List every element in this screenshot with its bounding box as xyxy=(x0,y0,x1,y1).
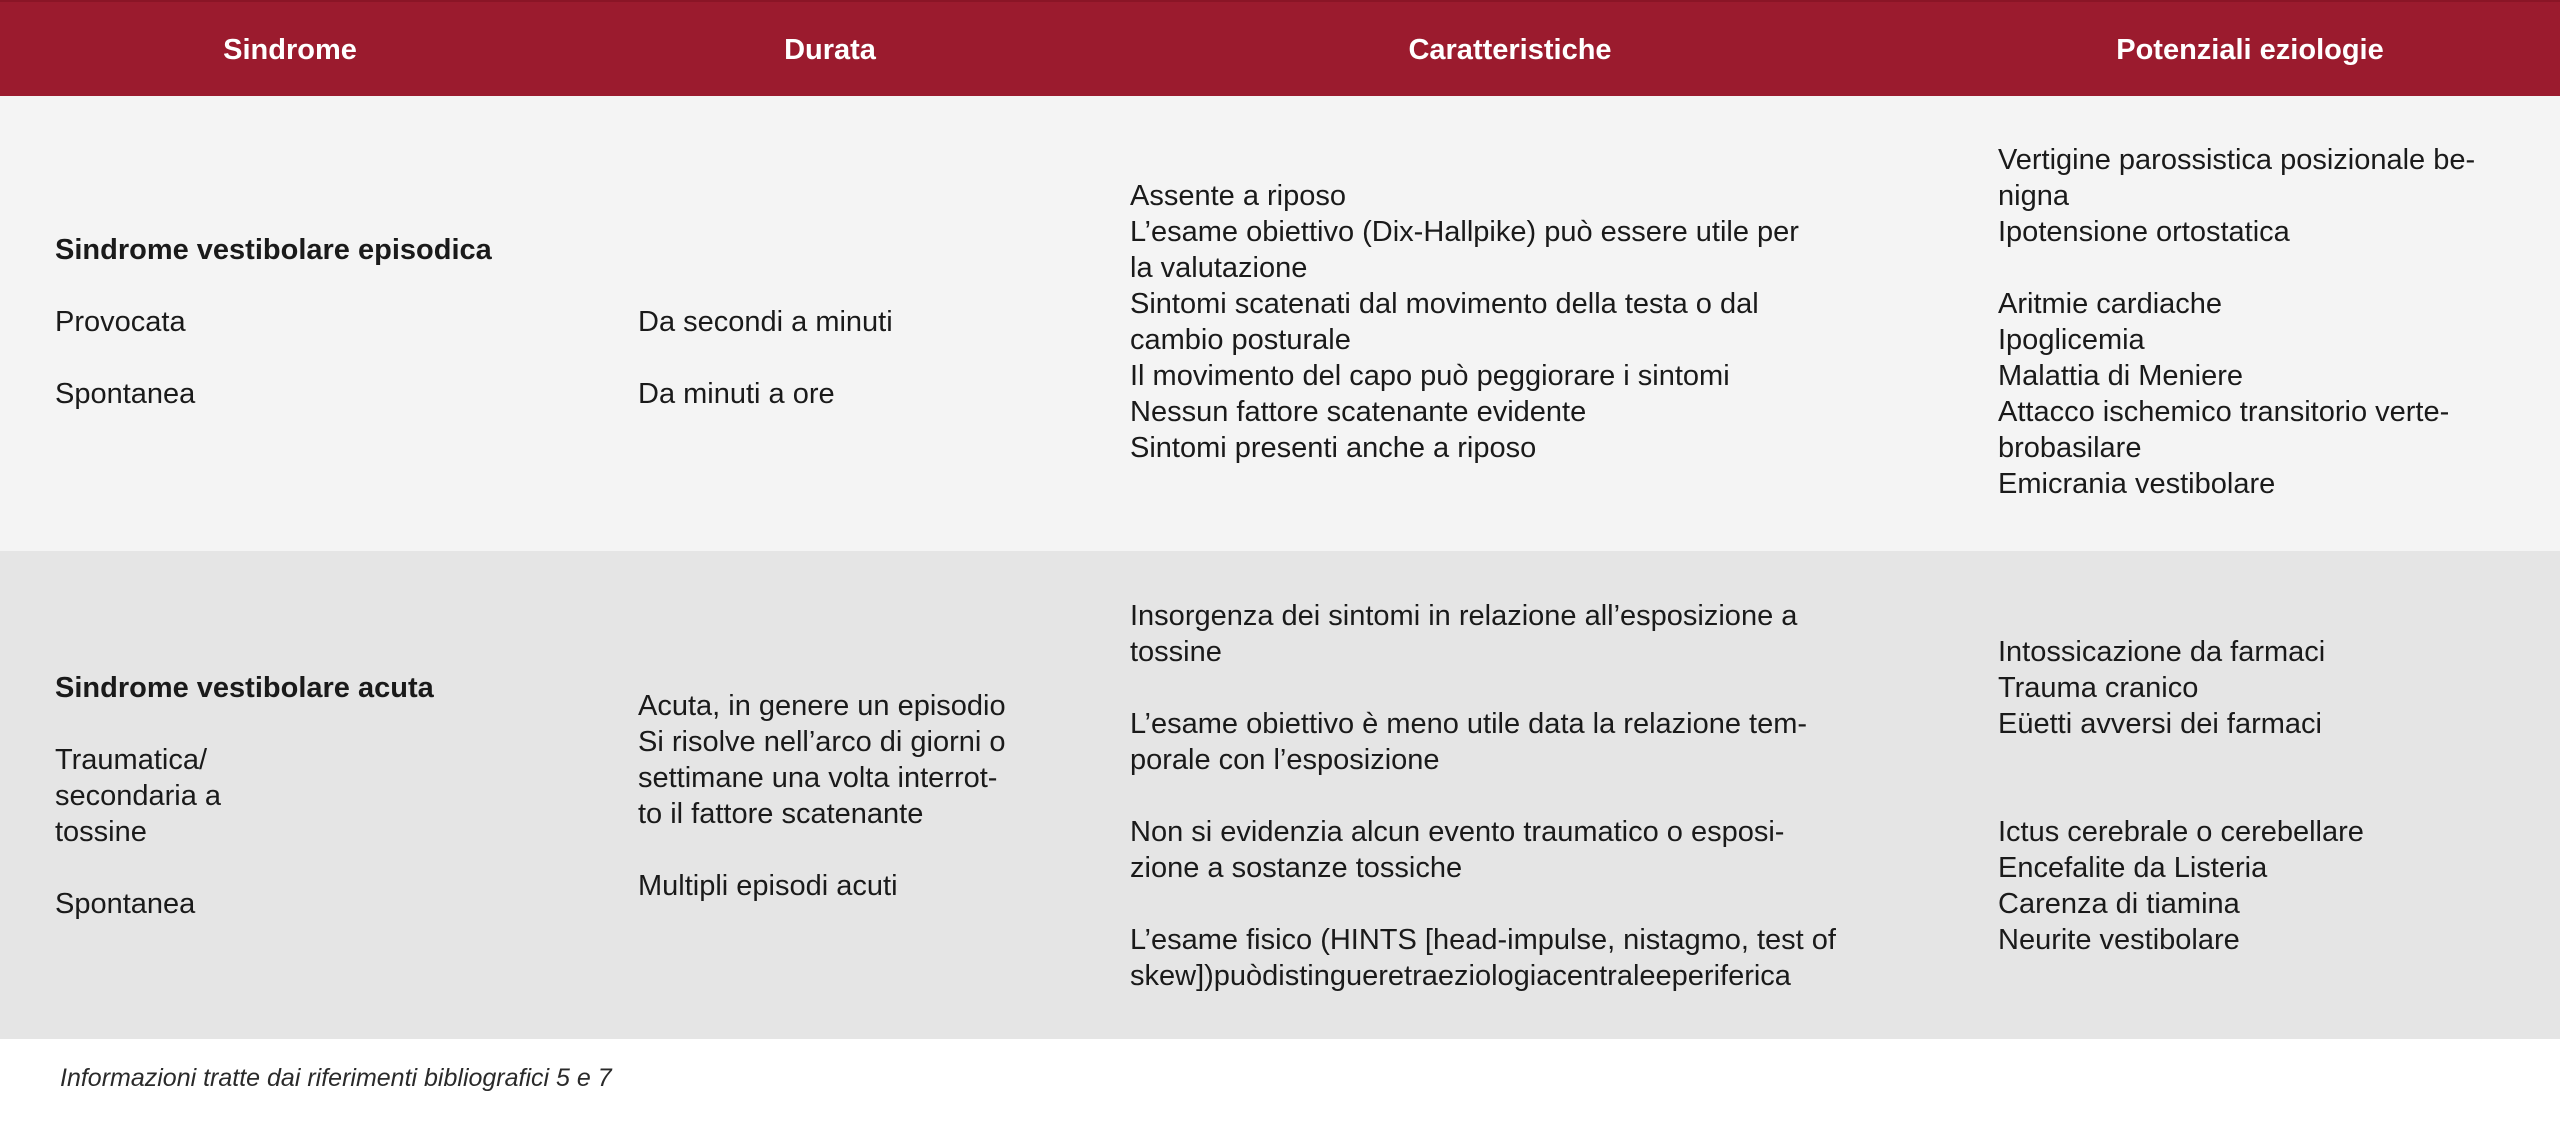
caratteristiche-line: la valutazione xyxy=(1130,252,1308,284)
caratteristiche-line: L’esame obiettivo è meno utile data la relazione tem- xyxy=(1130,708,1808,740)
eziologie-line: Intossicazione da farmaci xyxy=(1998,636,2326,668)
caratteristiche-line: Nessun fattore scatenante evidente xyxy=(1130,396,1587,428)
eziologie-line: Encefalite da Listeria xyxy=(1998,852,2268,884)
durata-cell xyxy=(638,688,1006,904)
caratteristiche-line: zione a sostanze tossiche xyxy=(1130,852,1463,884)
caratteristiche-line: Assente a riposo xyxy=(1130,180,1347,212)
durata-line: Da minuti a ore xyxy=(638,378,835,410)
sindrome-sub: secondaria a xyxy=(55,780,222,812)
footnote: Informazioni tratte dai riferimenti bibliografici 5 e 7 xyxy=(60,1064,612,1092)
caratteristiche-line: Insorgenza dei sintomi in relazione all’esposizione a xyxy=(1130,600,1798,632)
durata-line: Da secondi a minuti xyxy=(638,306,893,338)
eziologie-line: Ipoglicemia xyxy=(1998,324,2145,356)
eziologie-line: Ipotensione ortostatica xyxy=(1998,216,2290,248)
eziologie-line: Vertigine parossistica posizionale be- xyxy=(1998,144,2476,176)
eziologie-line: Eüetti avversi dei farmaci xyxy=(1998,708,2322,740)
sindrome-title: Sindrome vestibolare episodica xyxy=(55,234,492,266)
eziologie-line: nigna xyxy=(1998,180,2069,212)
header-eziologie: Potenziali eziologie xyxy=(2116,34,2384,66)
sindrome-cell xyxy=(55,232,492,412)
caratteristiche-line: skew])puòdistingueretraeziologiacentraleeperiferica xyxy=(1130,960,1791,992)
durata-line: Multipli episodi acuti xyxy=(638,870,898,902)
durata-line: to il fattore scatenante xyxy=(638,798,924,830)
sindrome-sub: Traumatica/ xyxy=(55,744,208,776)
header-caratteristiche: Caratteristiche xyxy=(1408,34,1612,66)
caratteristiche-cell xyxy=(1130,598,1836,994)
eziologie-line: Emicrania vestibolare xyxy=(1998,468,2276,500)
eziologie-cell xyxy=(1998,142,2475,502)
header-durata: Durata xyxy=(784,34,876,66)
eziologie-line: Ictus cerebrale o cerebellare xyxy=(1998,816,2364,848)
sindrome-title: Sindrome vestibolare acuta xyxy=(55,672,434,704)
sindrome-sub: Spontanea xyxy=(55,888,196,920)
caratteristiche-line: L’esame fisico (HINTS [head-impulse, nistagmo, test of xyxy=(1130,924,1836,956)
durata-line: Si risolve nell’arco di giorni o xyxy=(638,726,1006,758)
caratteristiche-line: tossine xyxy=(1130,636,1222,668)
caratteristiche-line: Il movimento del capo può peggiorare i sintomi xyxy=(1130,360,1730,392)
caratteristiche-line: cambio posturale xyxy=(1130,324,1351,356)
durata-cell xyxy=(638,304,893,412)
eziologie-line: Neurite vestibolare xyxy=(1998,924,2240,956)
caratteristiche-line: porale con l’esposizione xyxy=(1130,744,1440,776)
caratteristiche-line: L’esame obiettivo (Dix-Hallpike) può essere utile per xyxy=(1130,216,1799,248)
eziologie-line: Malattia di Meniere xyxy=(1998,360,2243,392)
table-row xyxy=(0,96,2560,551)
caratteristiche-cell xyxy=(1130,178,1799,466)
caratteristiche-line: Non si evidenzia alcun evento traumatico o esposi- xyxy=(1130,816,1785,848)
eziologie-cell xyxy=(1998,634,2364,958)
sindrome-sub: Provocata xyxy=(55,306,186,338)
eziologie-line: brobasilare xyxy=(1998,432,2142,464)
eziologie-line: Trauma cranico xyxy=(1998,672,2199,704)
sindrome-sub: tossine xyxy=(55,816,147,848)
durata-line: settimane una volta interrot- xyxy=(638,762,998,794)
table-row xyxy=(0,551,2560,1039)
eziologie-line: Carenza di tiamina xyxy=(1998,888,2240,920)
durata-line: Acuta, in genere un episodio xyxy=(638,690,1006,722)
header-sindrome: Sindrome xyxy=(223,34,357,66)
caratteristiche-line: Sintomi presenti anche a riposo xyxy=(1130,432,1537,464)
table-header xyxy=(0,0,2560,98)
sindrome-cell xyxy=(55,670,434,922)
eziologie-line: Aritmie cardiache xyxy=(1998,288,2223,320)
caratteristiche-line: Sintomi scatenati dal movimento della testa o dal xyxy=(1130,288,1759,320)
sindrome-sub: Spontanea xyxy=(55,378,196,410)
eziologie-line: Attacco ischemico transitorio verte- xyxy=(1998,396,2450,428)
